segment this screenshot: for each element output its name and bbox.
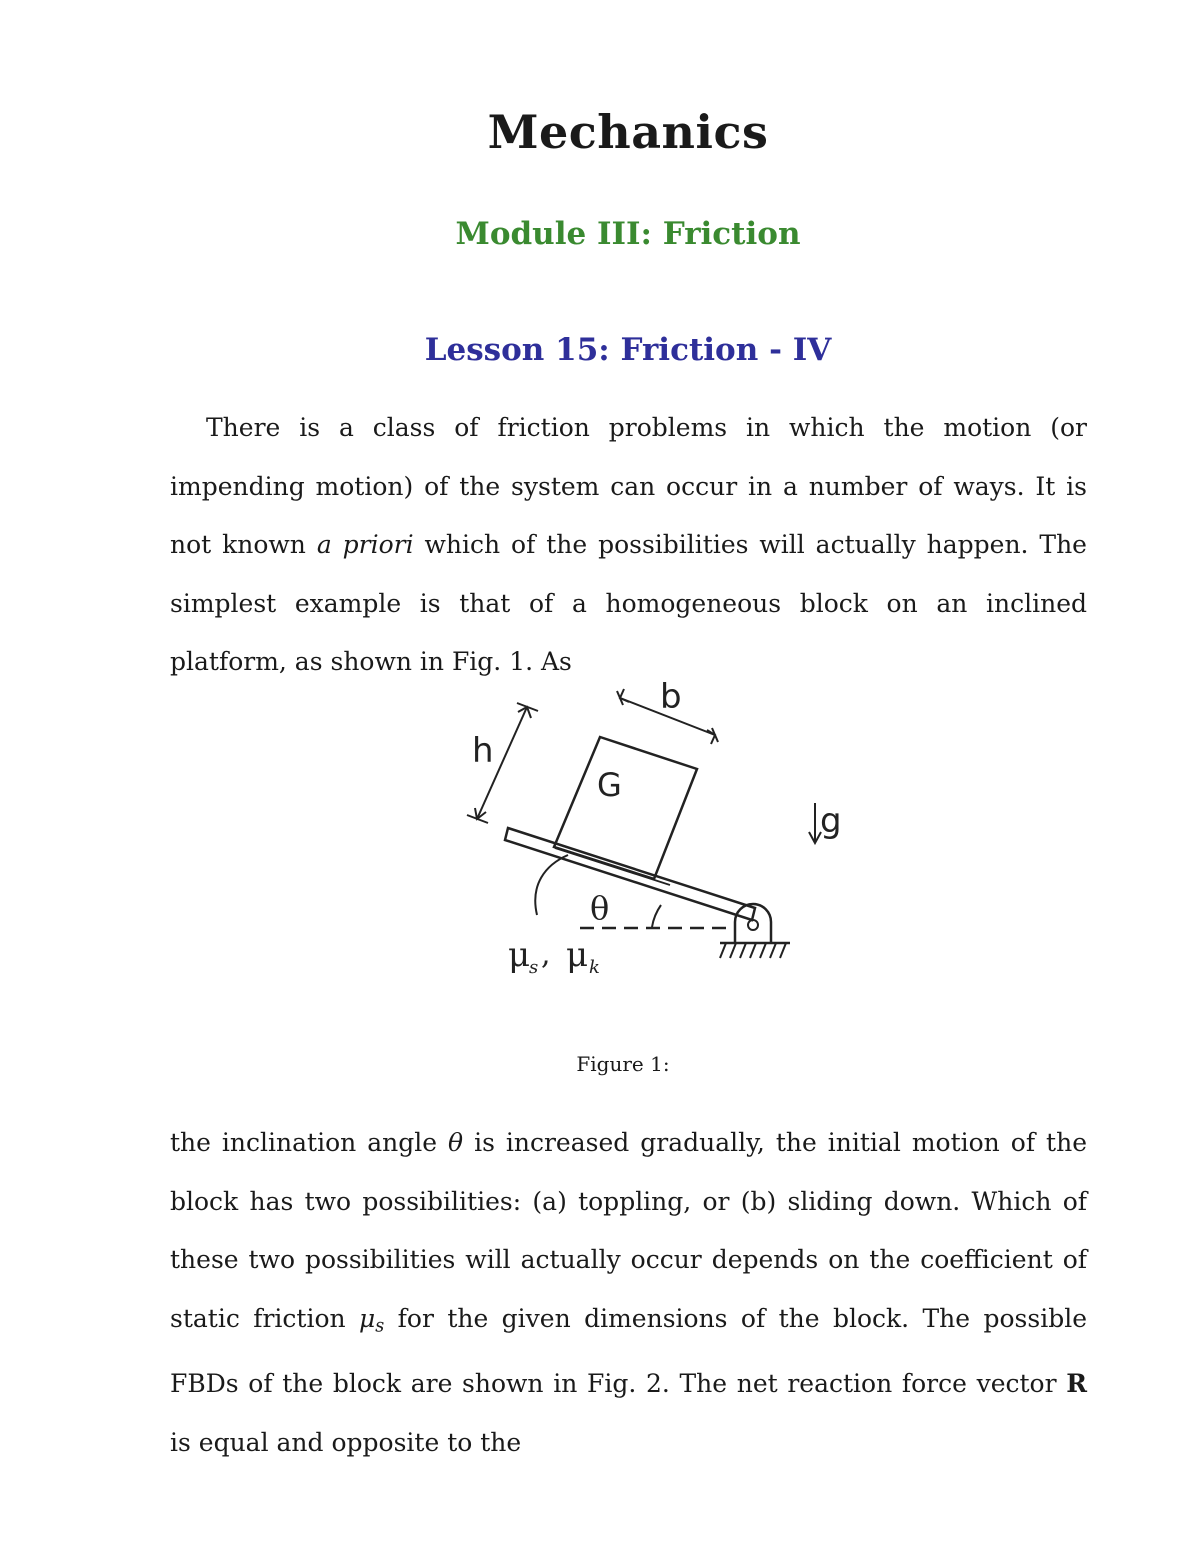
block <box>554 737 697 879</box>
label-G: G <box>597 766 622 804</box>
intro-text-1: There is a class of friction problems in which the motion (or impending motion) of the system can occur in a number of ways. It is not known <box>170 413 1087 559</box>
body-text-4: is equal and opposite to the <box>170 1427 522 1457</box>
reaction-vector-symbol: R <box>1066 1369 1087 1399</box>
label-theta: θ <box>590 889 610 927</box>
body-text-3: for the given dimensions of the block. The possible FBDs of the block are shown in Fig. 2. The net reaction force vector <box>170 1303 1087 1399</box>
body-paragraph <box>170 1114 1087 1472</box>
body-text-2: is increased gradually, the initial motion of the block has two possibilities: (a) toppling, or (b) sliding down. Which of these two possibilities will actually occur depends on the coefficient of static friction <box>170 1128 1088 1333</box>
mu-subscript: s <box>375 1315 385 1336</box>
label-mu-s-sub: s <box>529 957 539 978</box>
theta-arc <box>652 905 661 927</box>
label-mu-k-sub: k <box>589 957 600 978</box>
figure-1 <box>430 660 860 1000</box>
label-separator: , <box>541 937 551 972</box>
page-title: Mechanics <box>487 105 769 159</box>
intro-text-2: which of the possibilities will actually happen. The simplest example is that of a homogeneous block on an inclined platform, as shown in Fig. 1. As <box>170 530 1087 676</box>
inclined-block-diagram <box>430 660 860 1000</box>
theta-symbol: θ <box>448 1128 464 1157</box>
mu-symbol: μ <box>359 1303 376 1333</box>
emphasis-a-priori: a priori <box>316 530 414 559</box>
module-heading: Module III: Friction <box>455 216 801 252</box>
body-text-1: the inclination angle <box>170 1128 449 1157</box>
figure-caption: Figure 1: <box>576 1052 670 1076</box>
label-mu-s: μ <box>508 935 531 975</box>
pin-support <box>735 904 771 943</box>
label-b: b <box>660 677 682 717</box>
friction-pointer <box>535 855 568 915</box>
label-mu-k: μ <box>566 935 589 975</box>
lesson-heading: Lesson 15: Friction - IV <box>424 332 832 368</box>
label-g: g <box>820 801 842 841</box>
intro-paragraph <box>170 399 1087 692</box>
label-h: h <box>472 731 494 771</box>
